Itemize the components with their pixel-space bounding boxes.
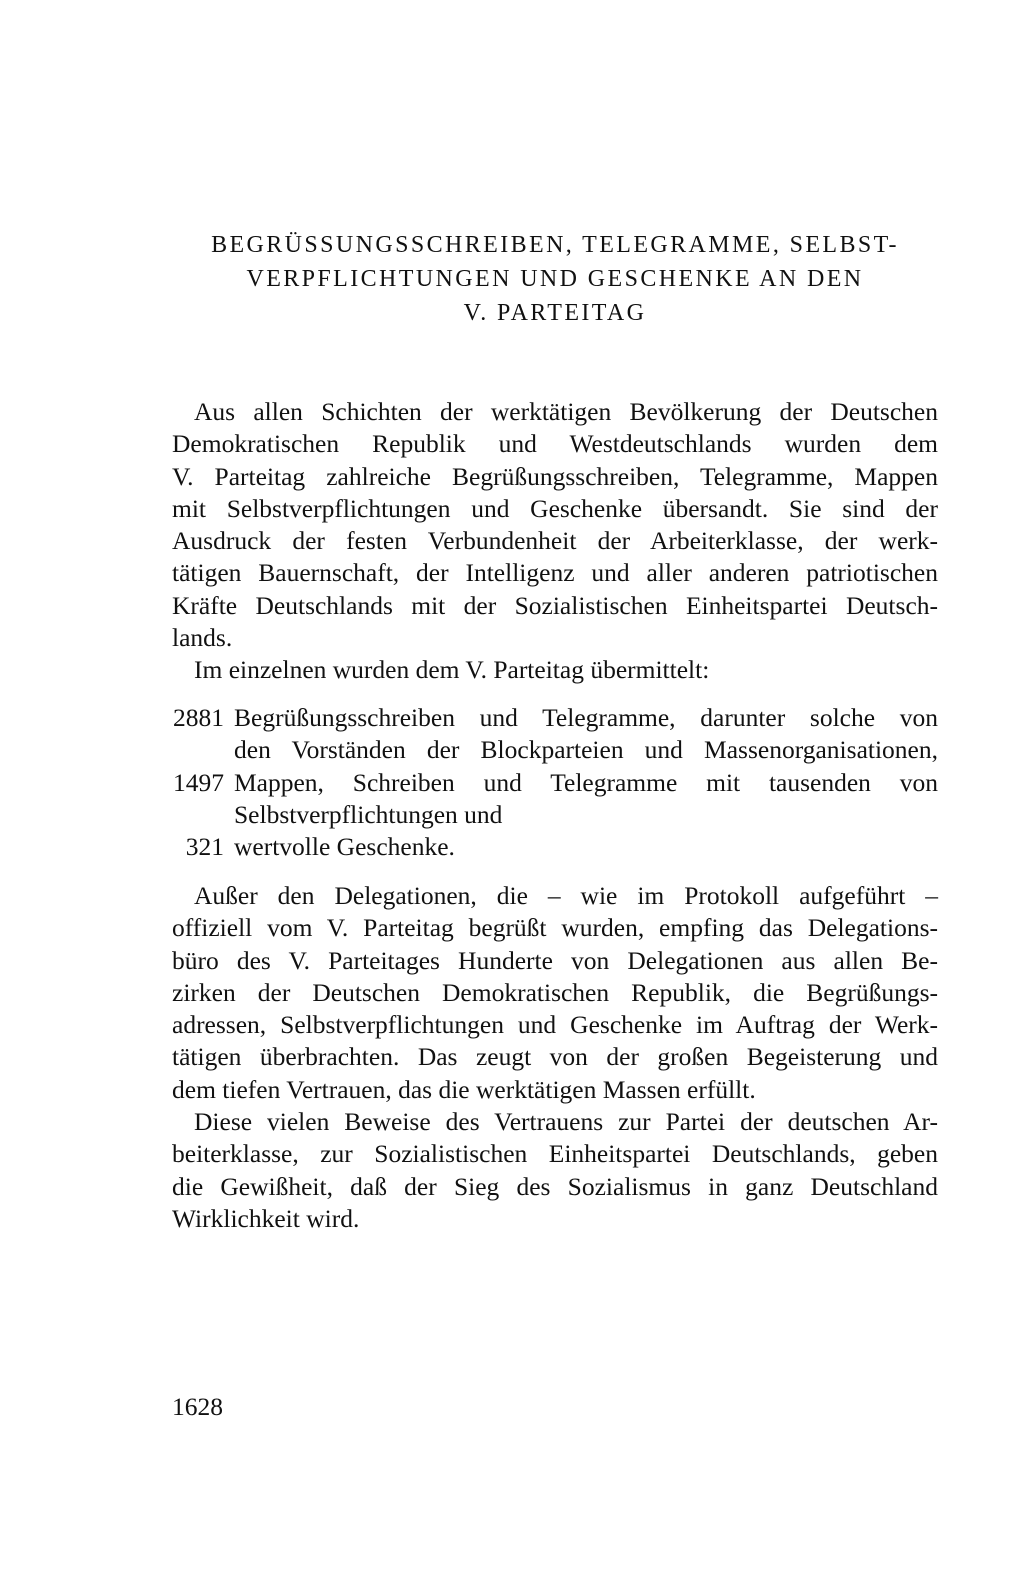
list-item-continuation [172,734,938,766]
text-line: mit Selbstverpflichtungen und Geschenke übersandt. Sie sind der [172,493,938,523]
outro-paragraph [172,880,938,1106]
outro-section [172,880,938,1235]
text-line: beiterklasse, zur Sozialistischen Einheitspartei Deutschlands, geben [172,1139,938,1169]
text-line: Aus allen Schichten der werktätigen Bevölkerung der Deutschen [194,397,938,426]
list-item [172,702,938,734]
list-item-text: den Vorständen der Blockparteien und Massenorganisationen, [234,735,938,765]
list-item-count: 1497 [173,767,224,797]
intro-section [172,396,938,687]
text-line: adressen, Selbstverpflichtungen und Geschenke im Auftrag der Werk- [172,1010,938,1040]
text-line: büro des V. Parteitages Hunderte von Delegationen aus allen Be- [172,945,938,975]
title-line: V. PARTEITAG [463,300,647,326]
intro-paragraph [172,654,938,686]
page-number: 1628 [172,1392,223,1421]
transmission-list [172,702,938,863]
outro-paragraph [172,1106,938,1235]
text-line: Ausdruck der festen Verbundenheit der Arbeiterklasse, der werk- [172,526,938,556]
list-item-count: 321 [185,832,224,862]
text-line: dem tiefen Vertrauen, das die werktätigen Massen erfüllt. [172,1074,756,1104]
chapter-title [180,228,930,330]
text-line: tätigen Bauernschaft, der Intelligenz und aller anderen patriotischen [172,558,938,588]
text-line: Diese vielen Beweise des Vertrauens zur Partei der deutschen Ar- [194,1107,938,1137]
list-item-continuation [172,799,938,831]
list-item-count: 2881 [173,703,224,732]
list-item-text: Begrüßungsschreiben und Telegramme, darunter solche von [234,703,938,732]
text-line: zirken der Deutschen Demokratischen Republik, die Begrüßungs- [172,977,938,1007]
text-line: V. Parteitag zahlreiche Begrüßungsschreiben, Telegramme, Mappen [172,461,938,491]
text-line: tätigen überbrachten. Das zeugt von der großen Begeisterung und [172,1042,938,1072]
text-line: Wirklichkeit wird. [172,1203,360,1233]
text-line: Im einzelnen wurden dem V. Parteitag übermittelt: [194,655,710,685]
text-line: Kräfte Deutschlands mit der Sozialistischen Einheitspartei Deutsch- [172,590,938,620]
title-line: BEGRÜSSUNGSSCHREIBEN, TELEGRAMME, SELBST- [211,232,899,258]
text-line: lands. [172,623,233,653]
text-line: die Gewißheit, daß der Sieg des Sozialismus in ganz Deutschland [172,1171,938,1201]
list-item-text: wertvolle Geschenke. [234,832,455,862]
list-item-text: Mappen, Schreiben und Telegramme mit tausenden von [234,767,938,797]
text-line: Außer den Delegationen, die – wie im Protokoll aufgeführt – [194,881,938,910]
intro-paragraph [172,396,938,654]
text-line: Demokratischen Republik und Westdeutschlands wurden dem [172,429,938,459]
text-line: offiziell vom V. Parteitag begrüßt wurden, empfing das Delegations- [172,913,938,943]
list-item-text: Selbstverpflichtungen und [234,799,503,829]
list-item [172,831,938,863]
list-item [172,767,938,799]
title-line: VERPFLICHTUNGEN UND GESCHENKE AN DEN [246,266,864,292]
